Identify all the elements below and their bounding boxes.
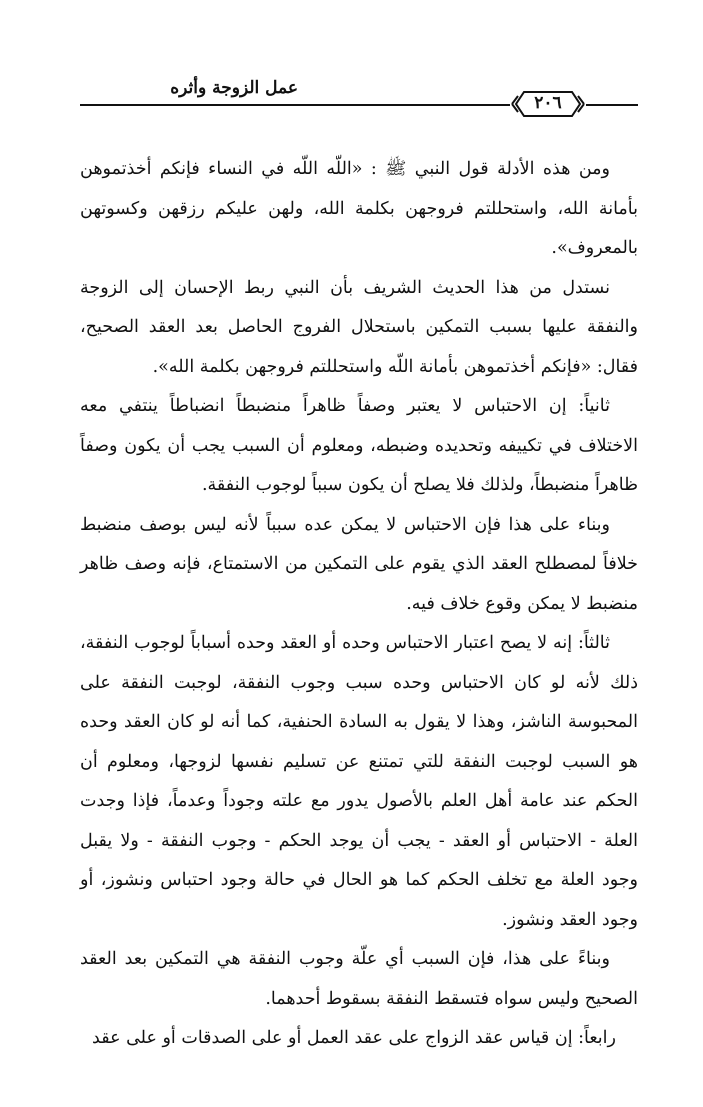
- page-number-ornament: [510, 88, 586, 120]
- body-text: [80, 150, 638, 1059]
- header-rule: [80, 104, 510, 106]
- paragraph: وبناء على هذا فإن الاحتباس لا يمكن عده سبباً لأنه ليس بوصف منضبط خلافاً لمصطلح العقد الذي يقوم على التمكين من الاستمتاع، فإنه وصف ظاهر منضبط لا يمكن وقوع خلاف فيه.: [80, 514, 638, 614]
- page-header: [0, 78, 703, 128]
- paragraph: نستدل من هذا الحديث الشريف بأن النبي ربط الإحسان إلى الزوجة والنفقة عليها بسبب التمكين باستحلال الفروج الحاصل بعد العقد الصحيح، فقال: «فإنكم أخذتموهن بأمانة اللّه واستحللتم فروجهن بكلمة الله».: [80, 277, 638, 377]
- header-rule: [586, 104, 638, 106]
- paragraph: ومن هذه الأدلة قول النبي ﷺ : «اللّه اللّه في النساء فإنكم أخذتموهن بأمانة الله، واستحللتم فروجهن بكلمة الله، ولهن عليكم رزقهن وكسوتهن بالمعروف».: [80, 159, 638, 258]
- paragraph: رابعاً: إن قياس عقد الزواج على عقد العمل أو على الصدقات أو على عقد: [92, 1028, 616, 1048]
- page-number: ٢٠٦: [534, 93, 562, 113]
- paragraph: ثانياً: إن الاحتباس لا يعتبر وصفاً ظاهراً منضبطاً انضباطاً ينتفي معه الاختلاف في تكييفه وتحديده وضبطه، ومعلوم أن السبب يجب أن يكون وصفاً ظاهراً منضبطاً، ولذلك فلا يصلح أن يكون سبباً لوجوب النفقة.: [80, 396, 638, 495]
- running-title: عمل الزوجة وأثره: [170, 78, 298, 98]
- paragraph: وبناءً على هذا، فإن السبب أي علّة وجوب النفقة هي التمكين بعد العقد الصحيح وليس سواه فتسقط النفقة بسقوط أحدهما.: [80, 949, 638, 1009]
- paragraph: ثالثاً: إنه لا يصح اعتبار الاحتباس وحده أو العقد وحده أسباباً لوجوب النفقة، ذلك لأنه لو كان الاحتباس وحده سبب وجوب النفقة، لوجبت النفقة على المحبوسة الناشز، وهذا لا يقول به السادة الحنفية، كما أنه لو كان العقد وحده هو السبب لوجبت النفقة للتي تمتنع عن تسليم نفسها لزوجها، ومعلوم أن الحكم عند عامة أهل العلم بالأصول يدور مع علته وجوداً وعدماً، فإذا وجدت العلة - الاحتباس أو العقد - يجب أن يوجد الحكم - وجوب النفقة - ولا يقبل وجود العلة مع تخلف الحكم كما هو الحال في حالة وجود احتباس ونشوز، أو وجود العقد ونشوز.: [80, 633, 638, 930]
